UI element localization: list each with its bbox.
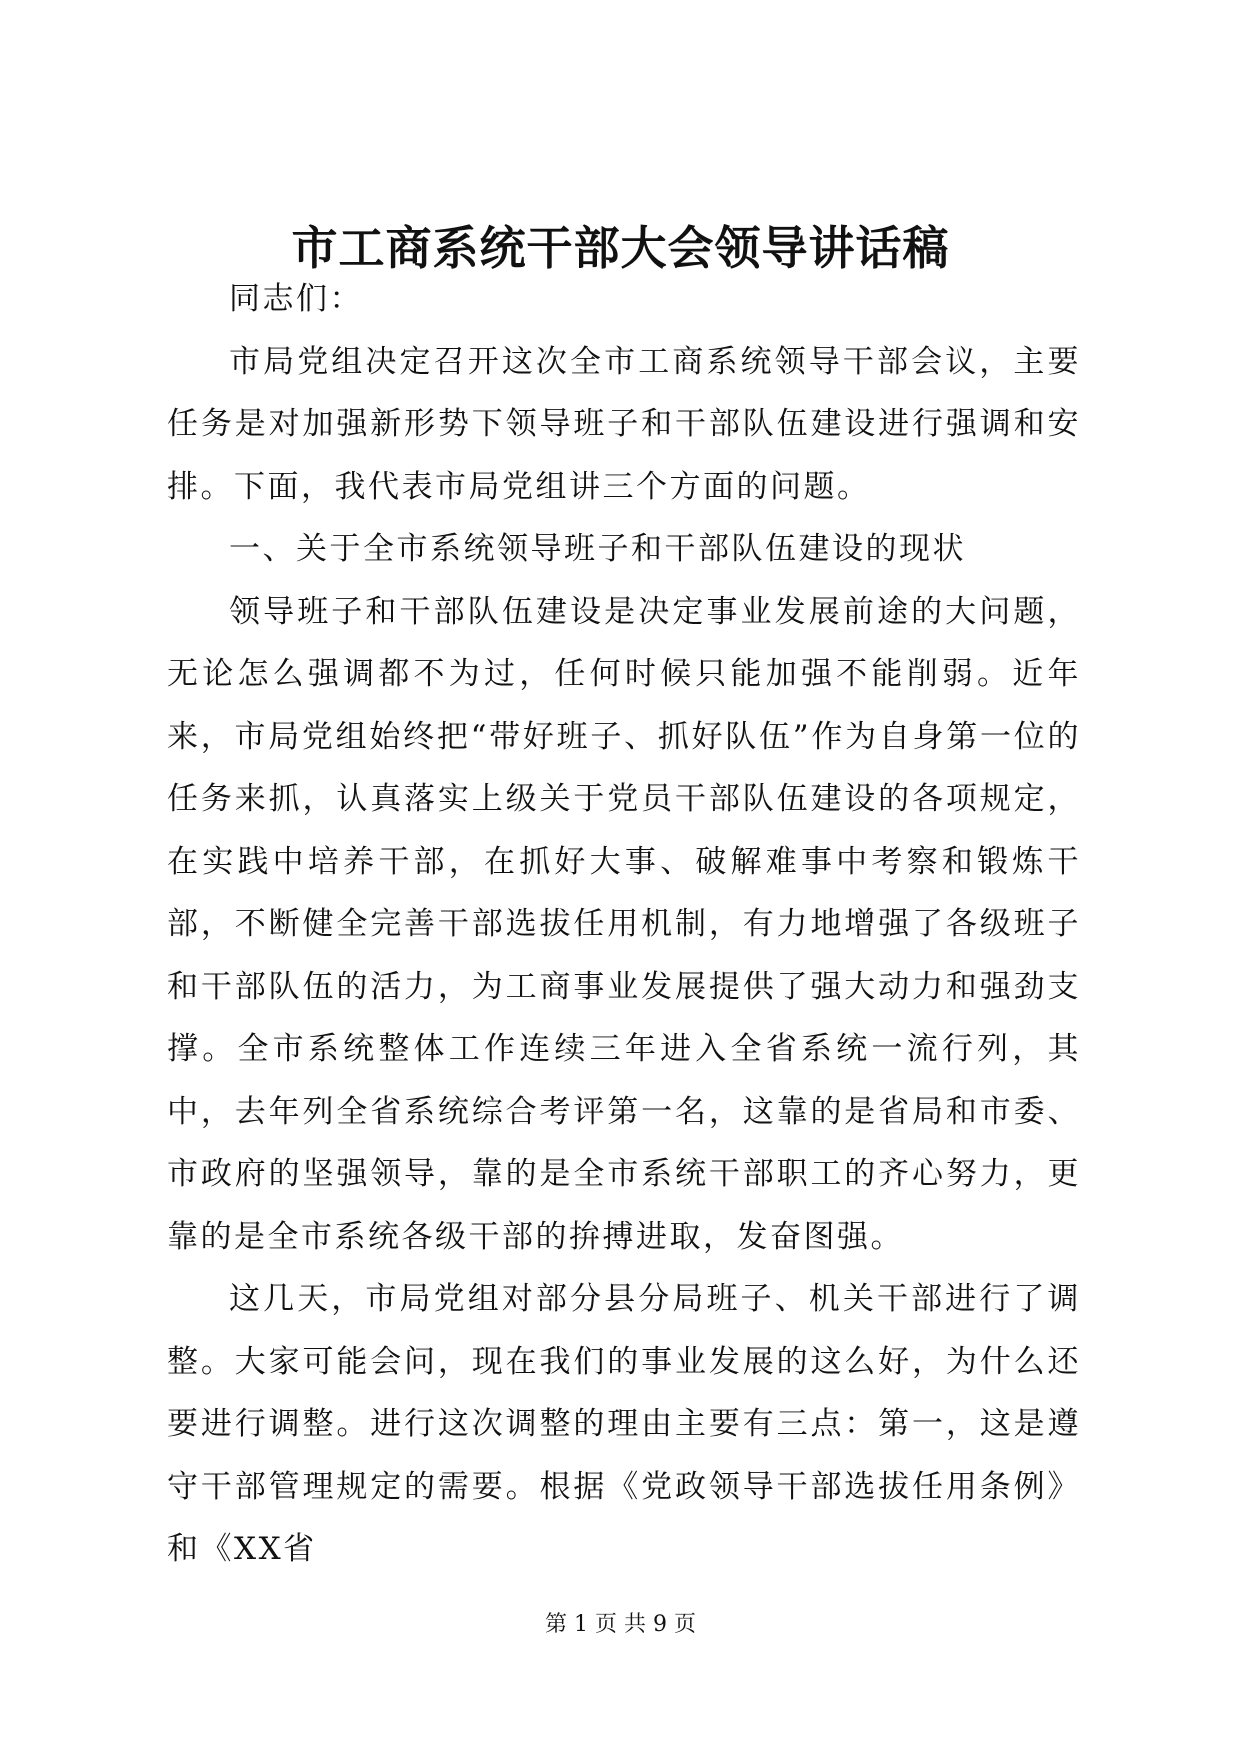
document-body: [167, 268, 1081, 1581]
page-footer: 第 1 页 共 9 页: [545, 1612, 696, 1637]
paragraph-adjustment: 这几天，市局党组对部分县分局班子、机关干部进行了调整。大家可能会问，现在我们的事业发展的这么好，为什么还要进行调整。进行这次调整的理由主要有三点：第一，这是遵守干部管理规定的需要。根据《党政领导干部选拔任用条例》和《XX省: [167, 1281, 1081, 1567]
document-title: 市工商系统干部大会领导讲话稿: [291, 221, 950, 275]
paragraph-status: 领导班子和干部队伍建设是决定事业发展前途的大问题，无论怎么强调都不为过，任何时候只能加强不能削弱。近年来，市局党组始终把“带好班子、抓好队伍”作为自身第一位的任务来抓，认真落实上级关于党员干部队伍建设的各项规定，在实践中培养干部，在抓好大事、破解难事中考察和锻炼干部，不断健全完善干部选拔任用机制，有力地增强了各级班子和干部队伍的活力，为工商事业发展提供了强大动力和强劲支撑。全市系统整体工作连续三年进入全省系统一流行列，其中，去年列全省系统综合考评第一名，这靠的是省局和市委、市政府的坚强领导，靠的是全市系统干部职工的齐心努力，更靠的是全市系统各级干部的拚搏进取，发奋图强。: [167, 593, 1081, 1255]
paragraph-intro: 市局党组决定召开这次全市工商系统领导干部会议，主要任务是对加强新形势下领导班子和干部队伍建设进行强调和安排。下面，我代表市局党组讲三个方面的问题。: [167, 343, 1081, 505]
section-heading: 一、关于全市系统领导班子和干部队伍建设的现状: [229, 531, 966, 567]
salutation: 同志们：: [229, 281, 363, 317]
